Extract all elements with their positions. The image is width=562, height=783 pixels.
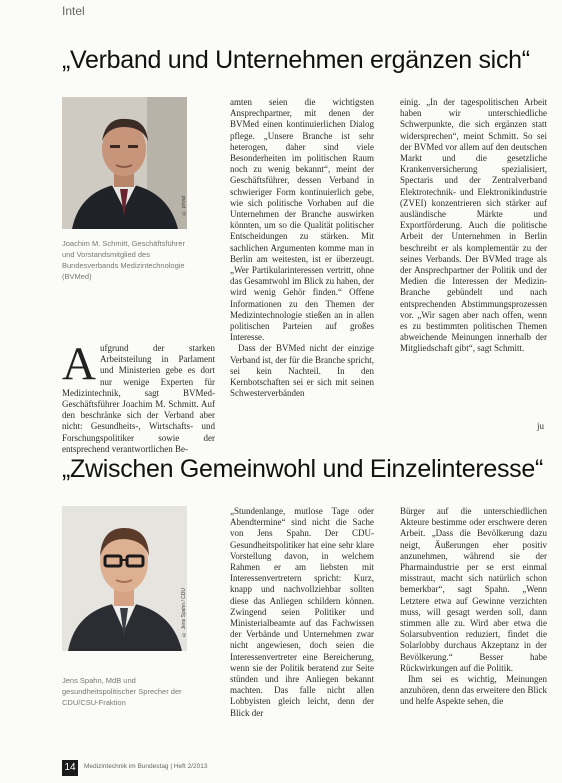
article2-column-1: [230, 506, 374, 753]
article1-col3-text: einig. „In der tagespolitischen Arbeit haben wir unterschiedliche Schwerpunkte, die sich ergänzen statt widersprechen“, meint Schmitt. So sei der BVMed vor allem auf den deutschen Markt und die gesetzliche Krankenversicherung spezialisiert, Spectaris und der Zentralverband Elektrotechnik- und Elektronikindustrie (ZVEI) konzentrieren sich stärker auf ausländische Märkte und Exportförderung. Auch die politische Arbeit der Unternehmen in Berlin beschreibt er als komplementär zu der seines Verbands. Der BVMed trage als der Ansprechpartner der Politik und der Medien die Interessen der Medizin-Branche gebündelt und nach entsprechenden Abstimmungsprozessen vor. „Wir sagen aber nach offen, wenn es zu bestimmten politischen Themen abweichende Meinungen innerhalb der Mitgliedschaft gibt“, sagt Schmitt.: [400, 97, 547, 354]
article2-col1-text: „Stundenlange, mutlose Tage oder Abendtermine“ sind nicht die Sache von Jens Spahn. Der CDU-Gesundheitspolitiker hat eine sehr klare Vorstellung davon, in welchem Rahmen er am liebsten mit Interessenvertretern spricht: Kurz, knapp und nachvollziehbar sollten diese das Anliegen schildern können. Zwingend seien Politiker und Ministerialbeamte auf das Fachwissen der Verbände und Unternehmen zwar nicht angewiesen, doch seien die Interessenvertreter eine Bereicherung, wenn sie der Politik beratend zur Seite stünden und ihre Anliegen bekannt machten. Das falle nicht allen Lobbyisten gleich leicht, denn der Blick der: [230, 506, 374, 718]
article2-col2-text: Bürger auf die unterschiedlichen Akteure bestimme oder erschwere deren Arbeit. „Dass die Bevölkerung dazu neigt, Äußerungen eher positiv anzunehmen, während sie der Pharmaindustrie per se erst einmal misstraut, macht sich natürlich schon bemerkbar“, sagt Spahn. „Wenn Letztere etwa auf Gewinne verzichten muss, will gesagt werden soll, dann stimmen alle zu. Wird aber etwa die Solarsubvention reduziert, findet die Solarlobby durchaus Akzeptanz in der Bevölkerung.“ Besser habe Rückwirkungen auf die Politik.: [400, 506, 547, 673]
article1-col2b-text: Dass der BVMed nicht der einzige Verband ist, der für die Branche spricht, sei kein Nachteil. In den Kernbotschaften sei er sich mit seinen Schwesterverbänden: [230, 343, 374, 399]
portrait-man-suit-icon: [62, 97, 187, 229]
article2-col2b-text: Ihm sei es wichtig, Meinungen anzuhören, denn das erweitere den Blick und helfe Aspekte sehen, die: [400, 674, 547, 707]
drop-cap: A: [62, 338, 96, 390]
article1-col2-text: amten seien die wichtigsten Ansprechpartner, mit denen der BVMed einen kontinuierlichen Dialog pflege. „Unsere Branche ist sehr heterogen, daher sind viele Besonderheiten im politischen Raum noch zu wenig bekannt“, meint der Geschäftsführer, dessen Verband in schwieriger Form kontinuierlich gebe, wie sich politische Vorhaben auf die Unternehmen der Branche auswirken könnten, um so die Qualität politischer Entscheidungen zu stärken. Mit sachlichen Argumenten komme man in Berlin am weitesten, ist er überzeugt. „Wer Partikularinteressen vertritt, ohne das Gesamtwohl im Blick zu haben, der wird wenig Gehör finden.“ Offene Informationen zu den Themen der Medizintechnologie stießen an in allen politischen Parteien auf großes Interesse.: [230, 97, 374, 343]
article1-column-3: [400, 97, 547, 417]
article1-headline: „Verband und Unternehmen ergänzen sich“: [62, 46, 530, 74]
article1-photo-credit: © privat: [181, 196, 187, 216]
article1-signature: ju: [537, 421, 545, 431]
article1-caption: Joachim M. Schmitt, Geschäftsführer und Vorstandsmitglied des Bundesverbands Medizintechnologie (BVMed): [62, 239, 185, 281]
article2-headline: „Zwischen Gemeinwohl und Einzelinteresse“: [62, 455, 543, 483]
article2-caption: Jens Spahn, MdB und gesundheitspolitischer Sprecher der CDU/CSU-Fraktion: [62, 676, 182, 707]
page-number: 14: [62, 760, 78, 776]
article1-column-1: [62, 338, 215, 454]
portrait-man-glasses-icon: [62, 506, 187, 651]
article2-photo-credit: © Jens Spahn / CDU: [181, 588, 187, 637]
article2-portrait: [62, 506, 187, 651]
article1-column-2: [230, 97, 374, 447]
footer-text: Medizintechnik im Bundestag | Heft 2/2013: [84, 763, 208, 770]
article2-column-2: [400, 506, 547, 753]
article1-col1-text: ufgrund der starken Arbeitsteilung in Parlament und Ministerien gebe es dort nur wenige Experten für Medizintechnik, sagt BVMed-Geschäftsführer Joachim M. Schmitt. Auf den beschränke sich der Verband aber nicht: Gesundheits-, Wirtschafts- und Forschungspolitiker sowie der entsprechend verantwortlichen Be-: [62, 343, 215, 454]
section-tag: Intel: [62, 4, 85, 18]
article1-portrait: [62, 97, 187, 229]
